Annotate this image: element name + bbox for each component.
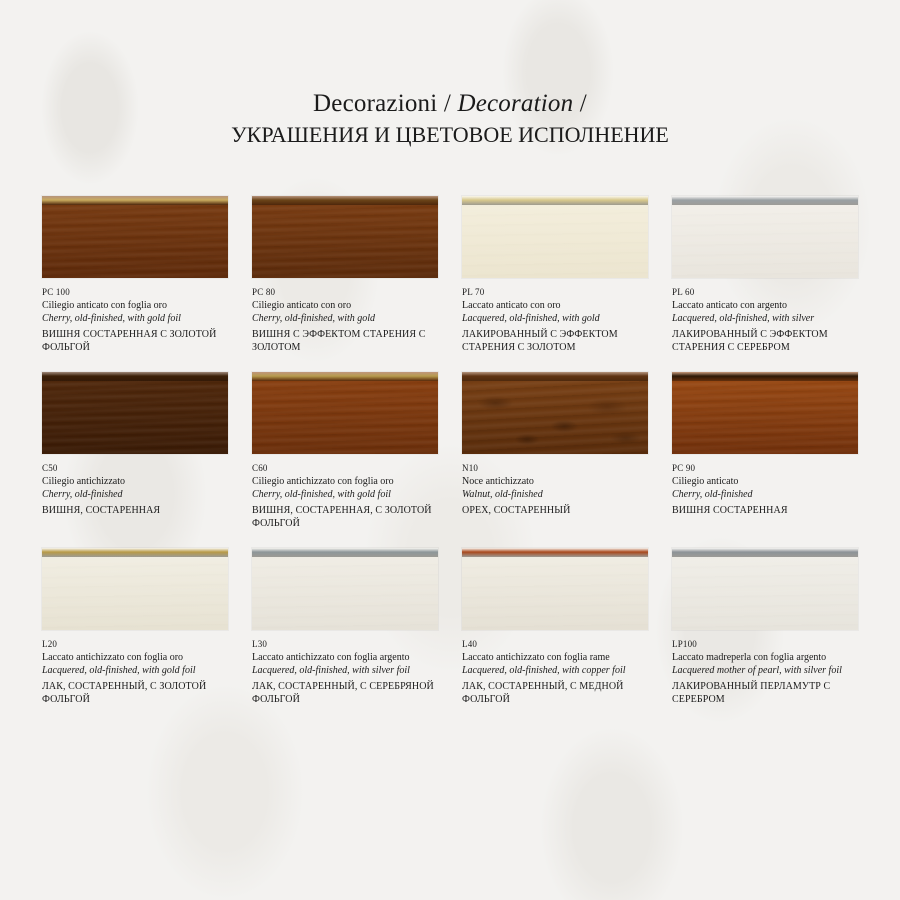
swatch-code: L20 (42, 638, 58, 649)
swatch-code: PC 100 (42, 286, 70, 297)
swatch-description-english: Lacquered, old-finished, with copper foil (462, 665, 626, 677)
swatch-code: PL 70 (462, 286, 485, 297)
swatch-description-english: Lacquered, old-finished, with gold (462, 313, 600, 325)
swatch-description-russian: ЛАКИРОВАННЫЙ ПЕРЛАМУТР С СЕРЕБРОМ (672, 680, 831, 705)
swatch-card[interactable] (672, 548, 858, 706)
swatch-card[interactable] (462, 196, 648, 354)
swatch-code: C60 (252, 462, 268, 473)
swatch-description-russian: ВИШНЯ СОСТАРЕННАЯ (672, 504, 788, 516)
swatch-description-italian: Laccato antichizzato con foglia rame (462, 651, 610, 663)
swatch-edge-trim (462, 372, 648, 381)
swatch-code: LP100 (672, 638, 698, 649)
swatch-grain-overlay (252, 381, 438, 454)
swatch-code: C50 (42, 462, 58, 473)
swatch-description-english: Cherry, old-finished (42, 489, 123, 501)
swatch-description-italian: Ciliegio anticato con oro (252, 299, 352, 311)
swatch-description-italian: Ciliegio anticato con foglia oro (42, 299, 167, 311)
swatch-grain-texture (672, 205, 858, 278)
swatch-description-english: Lacquered, old-finished, with gold foil (42, 665, 196, 677)
swatch-sample-image (672, 548, 858, 630)
swatch-description-english: Lacquered, old-finished, with silver (672, 313, 815, 325)
swatch-description-italian: Noce antichizzato (462, 475, 534, 487)
swatch-description-italian: Ciliegio anticato (672, 475, 739, 487)
swatch-grain-texture (42, 381, 228, 454)
swatch-description-russian: ЛАК, СОСТАРЕННЫЙ, С СЕРЕБРЯНОЙ ФОЛЬГОЙ (252, 680, 434, 705)
swatch-sample-image (672, 372, 858, 454)
swatch-description-russian: ВИШНЯ СОСТАРЕННАЯ С ЗОЛОТОЙ ФОЛЬГОЙ (42, 328, 217, 353)
swatch-card[interactable] (462, 372, 648, 530)
swatch-description-italian: Laccato anticato con oro (462, 299, 561, 311)
swatch-description-russian: ВИШНЯ, СОСТАРЕННАЯ (42, 504, 161, 516)
swatch-description-english: Cherry, old-finished, with gold foil (252, 489, 391, 501)
swatch-edge-trim (42, 196, 228, 205)
swatch-sample-image (462, 196, 648, 278)
swatch-description-russian: ЛАК, СОСТАРЕННЫЙ, С МЕДНОЙ ФОЛЬГОЙ (462, 680, 624, 705)
swatch-grain-texture (42, 205, 228, 278)
swatch-edge-trim (672, 548, 858, 557)
swatch-edge-trim (42, 548, 228, 557)
swatch-code: PC 90 (672, 462, 696, 473)
swatch-sample-image (42, 372, 228, 454)
swatch-card[interactable] (252, 196, 438, 354)
swatch-grain-texture (672, 557, 858, 630)
swatch-description-italian: Ciliegio antichizzato (42, 475, 126, 487)
swatch-grain-texture (672, 381, 858, 454)
swatch-description-russian: ЛАК, СОСТАРЕННЫЙ, С ЗОЛОТОЙ ФОЛЬГОЙ (42, 680, 207, 705)
swatch-edge-trim (462, 548, 648, 557)
page-title (42, 0, 858, 150)
swatch-sample-image (252, 548, 438, 630)
swatch-card[interactable] (462, 548, 648, 706)
swatch-edge-trim (462, 196, 648, 205)
page-title-separator: / (573, 90, 587, 117)
swatch-description-english: Cherry, old-finished (672, 489, 753, 501)
swatch-description-russian: ВИШНЯ С ЭФФЕКТОМ СТАРЕНИЯ С ЗОЛОТОМ (252, 328, 426, 353)
swatch-card[interactable] (252, 372, 438, 530)
swatch-description-italian: Laccato antichizzato con foglia oro (42, 651, 184, 663)
swatch-card[interactable] (672, 372, 858, 530)
swatch-edge-trim (252, 372, 438, 381)
swatch-code: L30 (252, 638, 268, 649)
swatch-grain-texture (252, 557, 438, 630)
page-title-italian: Decorazioni / (313, 90, 458, 117)
swatch-sample-image (42, 548, 228, 630)
swatch-sample-image (672, 196, 858, 278)
swatch-description-english: Cherry, old-finished, with gold foil (42, 313, 181, 325)
swatch-card[interactable] (42, 196, 228, 354)
swatch-edge-trim (672, 196, 858, 205)
swatch-description-russian: ЛАКИРОВАННЫЙ С ЭФФЕКТОМ СТАРЕНИЯ С ЗОЛОТОМ (462, 328, 618, 353)
swatch-description-english: Walnut, old-finished (462, 489, 543, 501)
swatch-grain-overlay (672, 205, 858, 278)
page-title-russian: УКРАШЕНИЯ И ЦВЕТОВОЕ ИСПОЛНЕНИЕ (231, 122, 669, 148)
swatch-grain-texture (462, 557, 648, 630)
page-title-latin (42, 88, 858, 119)
swatch-description-english: Cherry, old-finished, with gold (252, 313, 376, 325)
swatch-code: PC 80 (252, 286, 276, 297)
swatch-code: N10 (462, 462, 479, 473)
swatch-grain-overlay (672, 381, 858, 454)
swatch-description-english: Lacquered mother of pearl, with silver foil (672, 665, 842, 677)
swatch-grain-overlay (462, 205, 648, 278)
swatch-edge-trim (252, 196, 438, 205)
swatch-grain-overlay (42, 381, 228, 454)
swatch-grain-overlay (42, 557, 228, 630)
swatch-description-russian: ЛАКИРОВАННЫЙ С ЭФФЕКТОМ СТАРЕНИЯ С СЕРЕБРОМ (672, 328, 828, 353)
swatch-description-russian: ОРЕХ, СОСТАРЕННЫЙ (462, 504, 571, 516)
swatch-card[interactable] (42, 548, 228, 706)
swatch-code: L40 (462, 638, 478, 649)
swatch-edge-trim (672, 372, 858, 381)
swatch-card[interactable] (252, 548, 438, 706)
swatch-description-italian: Laccato antichizzato con foglia argento (252, 651, 410, 663)
swatch-grain-texture (462, 205, 648, 278)
swatch-description-russian: ВИШНЯ, СОСТАРЕННАЯ, С ЗОЛОТОЙ ФОЛЬГОЙ (252, 504, 432, 529)
swatch-card[interactable] (42, 372, 228, 530)
swatch-grain-overlay (252, 205, 438, 278)
swatch-code: PL 60 (672, 286, 695, 297)
swatch-grain-texture (462, 381, 648, 454)
swatch-sample-image (462, 548, 648, 630)
swatch-grid (42, 196, 858, 706)
swatch-grain-texture (42, 557, 228, 630)
swatch-grain-overlay (462, 557, 648, 630)
swatch-grain-overlay (42, 205, 228, 278)
swatch-sample-image (252, 372, 438, 454)
page-title-english: Decoration (457, 90, 574, 117)
swatch-sample-image (462, 372, 648, 454)
swatch-grain-texture (252, 381, 438, 454)
swatch-sample-image (42, 196, 228, 278)
swatch-sample-image (252, 196, 438, 278)
swatch-description-english: Lacquered, old-finished, with silver foil (252, 665, 410, 677)
swatch-description-italian: Laccato anticato con argento (672, 299, 788, 311)
swatch-description-italian: Laccato madreperla con foglia argento (672, 651, 827, 663)
swatch-grain-overlay (462, 381, 648, 454)
swatch-edge-trim (42, 372, 228, 381)
swatch-grain-texture (252, 205, 438, 278)
swatch-card[interactable] (672, 196, 858, 354)
swatch-edge-trim (252, 548, 438, 557)
swatch-description-italian: Ciliegio antichizzato con foglia oro (252, 475, 394, 487)
swatch-grain-overlay (672, 557, 858, 630)
swatch-grain-overlay (252, 557, 438, 630)
